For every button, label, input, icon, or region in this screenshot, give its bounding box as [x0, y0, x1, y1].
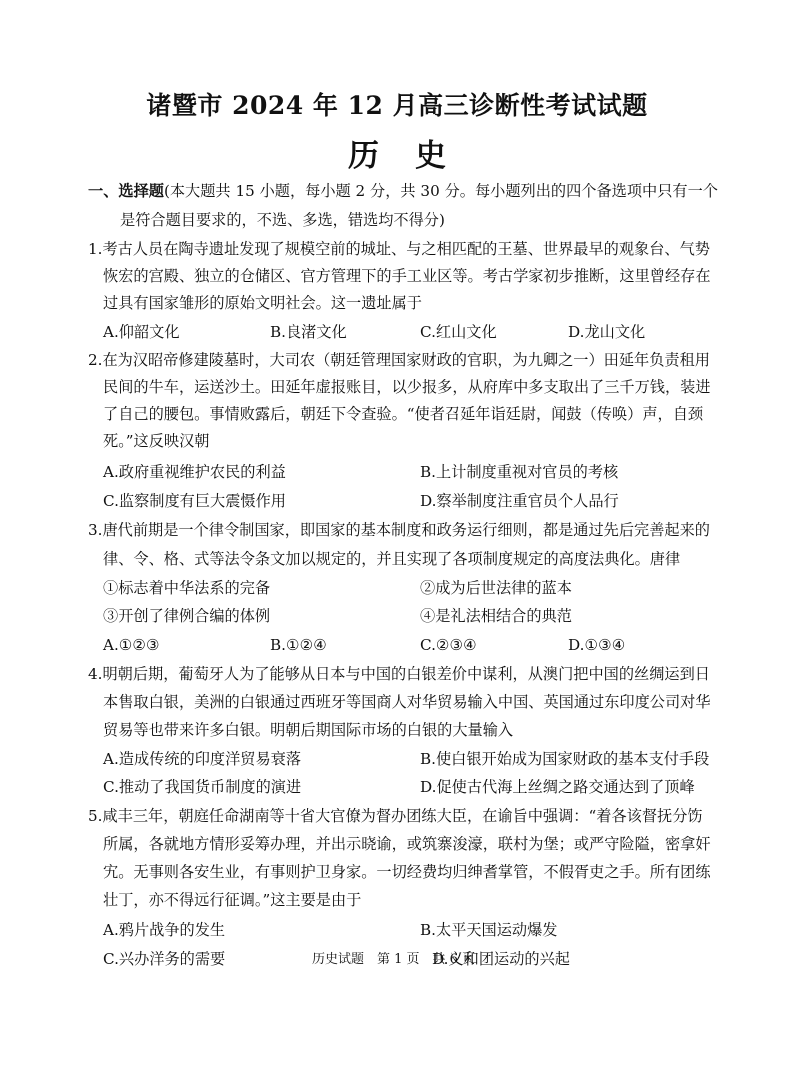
- q5-option-c[interactable]: C.兴办洋务的需要: [103, 950, 226, 968]
- q2-stem-line: 民间的牛车，运送沙土。田延年虚报账目，以少报多，从府库中多支取出了三千万钱，装进: [103, 378, 711, 396]
- q5-stem-line: 所属，各就地方情形妥筹办理，并出示晓谕，或筑寨浚濠，联村为堡；或严守险隘，密拿奸: [103, 835, 711, 853]
- q5-stem-line: 5.咸丰三年，朝庭任命湖南等十省大官僚为督办团练大臣，在谕旨中强调：“着各该督抚分饬: [88, 807, 703, 825]
- q3-item-4: ④是礼法相结合的典范: [420, 607, 572, 625]
- q4-option-c[interactable]: C.推动了我国货币制度的演进: [103, 778, 302, 796]
- q1-stem-line: 1.考古人员在陶寺遗址发现了规模空前的城址、与之相匹配的王墓、世界最早的观象台、气势: [88, 240, 710, 258]
- q5-stem-line: 宄。无事则各安生业，有事则护卫身家。一切经费均归绅耆掌管，不假胥吏之手。所有团练: [103, 863, 711, 881]
- q2-stem-line: 2.在为汉昭帝修建陵墓时，大司农（朝廷管理国家财政的官职，为九卿之一）田延年负责租用: [88, 351, 710, 369]
- q3-item-3: ③开创了律例合编的体例: [103, 607, 271, 625]
- q2-stem-line: 了自己的腰包。事情败露后，朝廷下令查验。“使者召延年诣廷尉，闻鼓（传唤）声，自颈: [103, 405, 704, 423]
- q5-option-d[interactable]: D.义和团运动的兴起: [432, 950, 570, 968]
- section-heading-line: [88, 181, 728, 201]
- subject-title: 历史: [348, 138, 482, 174]
- q4-stem-line: 贸易等也带来许多白银。明朝后期国际市场的白银的大量输入: [103, 721, 514, 739]
- q3-stem-line: 律、令、格、式等法令条文加以规定的，并且实现了各项制度规定的高度法典化。唐律: [103, 550, 681, 568]
- section-instructions-cont: 是符合题目要求的，不选、多选，错选均不得分): [120, 211, 445, 229]
- q2-option-c[interactable]: C.监察制度有巨大震慑作用: [103, 492, 286, 510]
- q4-option-d[interactable]: D.促使古代海上丝绸之路交通达到了顶峰: [420, 778, 695, 796]
- q5-option-b[interactable]: B.太平天国运动爆发: [420, 921, 558, 939]
- q1-option-b[interactable]: B.良渚文化: [270, 323, 347, 341]
- q2-option-b[interactable]: B.上计制度重视对官员的考核: [420, 463, 619, 481]
- section-instructions: (本大题共 15 小题，每小题 2 分，共 30 分。每小题列出的四个备选项中只有一个: [163, 182, 718, 200]
- q2-option-d[interactable]: D.察举制度注重官员个人品行: [420, 492, 619, 510]
- q1-stem-line: 过具有国家雏形的原始文明社会。这一遗址属于: [103, 294, 422, 312]
- q3-option-a[interactable]: A.①②③: [103, 636, 160, 654]
- q5-stem-line: 壮丁，亦不得远行征调。”这主要是由于: [103, 891, 362, 909]
- section-heading: 一、选择题: [88, 182, 164, 200]
- exam-title: 诸暨市 2024 年 12 月高三诊断性考试试题: [146, 91, 648, 120]
- q4-option-b[interactable]: B.使白银开始成为国家财政的基本支付手段: [420, 750, 710, 768]
- q1-option-d[interactable]: D.龙山文化: [568, 323, 646, 341]
- q3-option-d[interactable]: D.①③④: [568, 636, 626, 654]
- q1-option-a[interactable]: A.仰韶文化: [103, 323, 180, 341]
- q4-option-a[interactable]: A.造成传统的印度洋贸易衰落: [103, 750, 302, 768]
- q5-option-a[interactable]: A.鸦片战争的发生: [103, 921, 226, 939]
- q3-item-2: ②成为后世法律的蓝本: [420, 579, 572, 597]
- q2-option-a[interactable]: A.政府重视维护农民的利益: [103, 463, 286, 481]
- q3-item-1: ①标志着中华法系的完备: [103, 579, 271, 597]
- q1-option-c[interactable]: C.红山文化: [420, 323, 497, 341]
- q4-stem-line: 本售取白银，美洲的白银通过西班牙等国商人对华贸易输入中国、英国通过东印度公司对华: [103, 693, 711, 711]
- page-footer: 历史试题 第 1 页 共 6 页: [312, 952, 476, 967]
- q1-stem-line: 恢宏的宫殿、独立的仓储区、官方管理下的手工业区等。考古学家初步推断，这里曾经存在: [103, 267, 711, 285]
- q3-option-c[interactable]: C.②③④: [420, 636, 477, 654]
- q3-option-b[interactable]: B.①②④: [270, 636, 327, 654]
- q4-stem-line: 4.明朝后期，葡萄牙人为了能够从日本与中国的白银差价中谋利，从澳门把中国的丝绸运到日: [88, 665, 710, 683]
- q3-stem-line: 3.唐代前期是一个律令制国家，即国家的基本制度和政务运行细则，都是通过先后完善起来的: [88, 521, 710, 539]
- q2-stem-line: 死。”这反映汉朝: [103, 432, 210, 450]
